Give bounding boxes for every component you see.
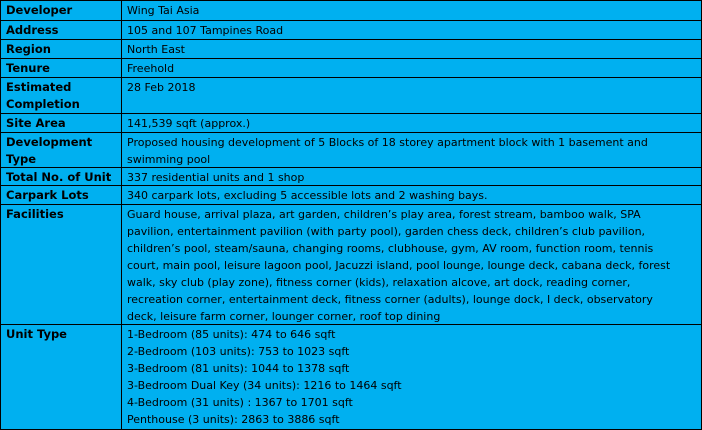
row-value: 340 carpark lots, excluding 5 accessible lots and 2 washing bays. — [127, 189, 488, 202]
row-label: Unit Type — [1, 325, 122, 430]
row-value-line: deck, leisure farm corner, lounger corner, roof top dining — [127, 310, 441, 323]
row-value-line: swimming pool — [127, 153, 211, 166]
row-value-line: recreation corner, entertainment deck, fitness corner (adults), lounge dock, I deck, observatory — [127, 293, 653, 306]
row-value-line: children’s pool, steam/sauna, changing rooms, clubhouse, gym, AV room, function room, tennis — [127, 242, 654, 255]
row-label-line: Development — [6, 135, 93, 149]
row-value — [122, 205, 701, 324]
row-label: Developer — [1, 1, 122, 20]
row-label: Carpark Lots — [1, 186, 122, 204]
row-value-line: court, main pool, leisure lagoon pool, Jacuzzi island, pool lounge, lounge deck, cabana deck, forest — [127, 259, 671, 272]
row-value-line: 4-Bedroom (31 units) : 1367 to 1701 sqft — [127, 396, 353, 409]
row-value-line: 2-Bedroom (103 units): 753 to 1023 sqft — [127, 345, 350, 358]
table-row-facilities — [1, 204, 701, 324]
row-label — [1, 78, 122, 113]
row-value: 337 residential units and 1 shop — [127, 171, 305, 184]
row-value — [122, 325, 701, 430]
row-label: Total No. of Unit — [1, 168, 122, 185]
row-value-line: 3-Bedroom (81 units): 1044 to 1378 sqft — [127, 362, 350, 375]
table-row-total-units — [1, 167, 701, 185]
table-row-unit-type — [1, 324, 701, 430]
table-row-carpark-lots — [1, 185, 701, 204]
row-label: Region — [1, 40, 122, 58]
row-value-line: walk, sky club (play zone), fitness corner (kids), relaxation alcove, art dock, reading corner, — [127, 276, 631, 289]
row-value — [122, 133, 701, 167]
row-value-line: 3-Bedroom Dual Key (34 units): 1216 to 1464 sqft — [127, 379, 402, 392]
row-label-line: Type — [6, 152, 37, 166]
row-label-line: Estimated — [6, 80, 72, 94]
row-value: North East — [127, 43, 185, 56]
table-row-developer — [1, 1, 701, 20]
row-value-line: Proposed housing development of 5 Blocks of 18 storey apartment block with 1 basement and — [127, 136, 648, 149]
table-row-address — [1, 20, 701, 39]
table-row-estimated-completion — [1, 77, 701, 113]
row-value: Freehold — [127, 62, 175, 75]
row-label — [1, 133, 122, 167]
row-label: Address — [1, 21, 122, 39]
row-label: Site Area — [1, 114, 122, 132]
row-label: Facilities — [1, 205, 122, 324]
row-label: Tenure — [1, 59, 122, 77]
row-value: 105 and 107 Tampines Road — [127, 24, 284, 37]
table-row-site-area — [1, 113, 701, 132]
row-value-line: Guard house, arrival plaza, art garden, children’s play area, forest stream, bamboo walk, SPA — [127, 208, 641, 221]
table-row-development-type — [1, 132, 701, 167]
row-value-line: 1-Bedroom (85 units): 474 to 646 sqft — [127, 328, 336, 341]
row-value-line: Penthouse (3 units): 2863 to 3886 sqft — [127, 413, 340, 426]
row-label-line: Completion — [6, 97, 80, 111]
table-row-region — [1, 39, 701, 58]
row-value: 28 Feb 2018 — [127, 81, 196, 94]
row-value: 141,539 sqft (approx.) — [127, 117, 251, 130]
row-value-line: pavilion, entertainment pavilion (with party pool), garden chess deck, children’s club pavilion, — [127, 225, 646, 238]
row-value: Wing Tai Asia — [127, 4, 200, 17]
table-row-tenure — [1, 58, 701, 77]
